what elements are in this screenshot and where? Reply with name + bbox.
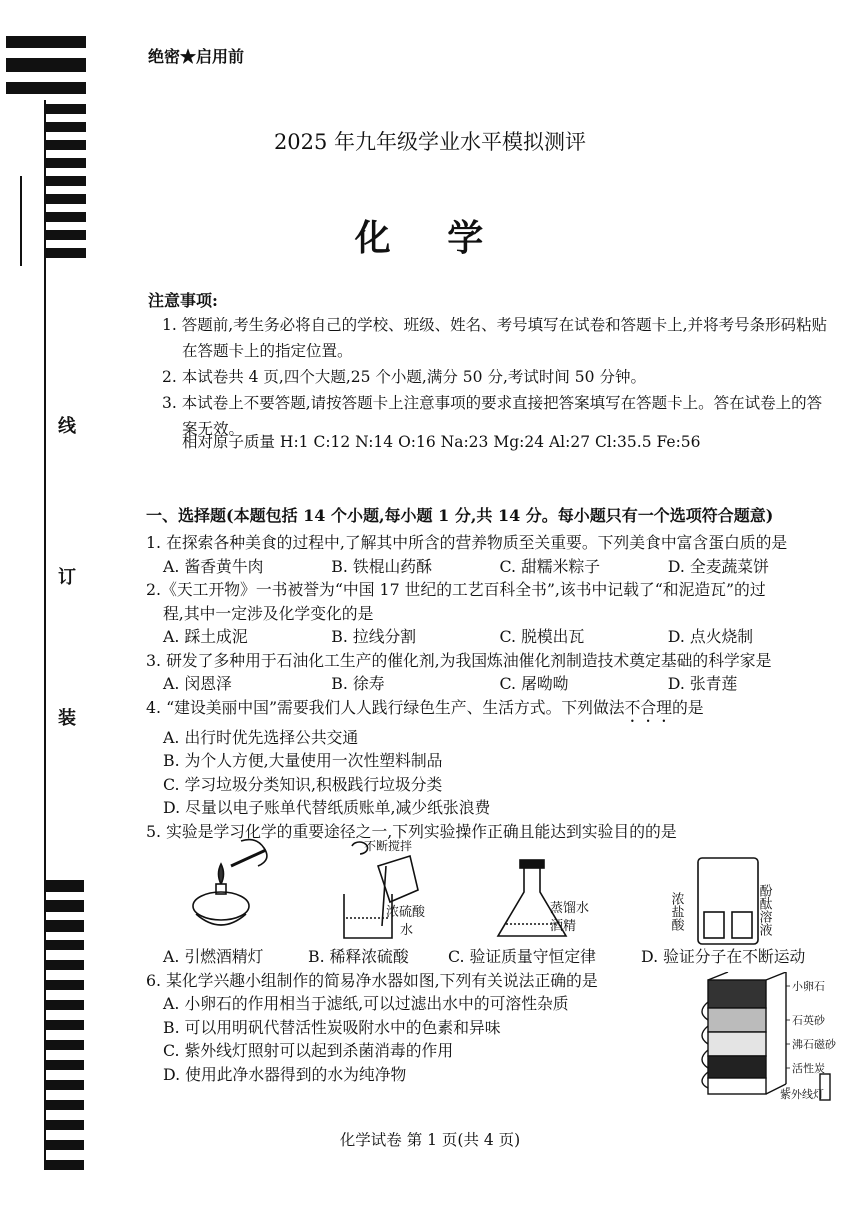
- water-filter-figure: [688, 972, 838, 1112]
- fig-label: 不断搅拌: [364, 839, 413, 853]
- fig-label: 酒精: [550, 919, 577, 934]
- side-label-zhuang: 装: [58, 708, 76, 729]
- option: C. 屠呦呦: [499, 674, 569, 693]
- option: C. 脱模出瓦: [499, 627, 585, 646]
- q1-stem: 1. 在探索各种美食的过程中,了解其中所含的营养物质至关重要。下列美食中富含蛋白质的是: [146, 533, 788, 552]
- q3-options: [146, 672, 836, 696]
- side-label-ding: 订: [58, 567, 76, 588]
- q4-stem: 4. “建设美丽中国”需要我们人人践行绿色生产、生活方式。下列做法不合理的是: [146, 697, 704, 717]
- option: B. 徐寿: [331, 674, 385, 693]
- fig-label: 水: [400, 923, 414, 938]
- exam-subject: 化 学: [354, 217, 506, 259]
- notice-heading: 注意事项:: [148, 291, 218, 310]
- secret-mark: 绝密★启用前: [148, 47, 245, 66]
- q2-stem: 2.《天工开物》一书被誉为“中国 17 世纪的工艺百科全书”,该书中记载了“和泥造瓦”的过: [146, 580, 766, 599]
- option: B. 为个人方便,大量使用一次性塑料制品: [163, 751, 443, 770]
- atomic-mass-line: 相对原子质量 H:1 C:12 N:14 O:16 Na:23 Mg:24 Al:27 Cl:35.5 Fe:56: [182, 433, 701, 451]
- question-block: [146, 531, 836, 843]
- notice-list: [162, 312, 832, 442]
- option: D. 张青莲: [667, 674, 738, 693]
- section-heading: 一、选择题(本题包括 14 个小题,每小题 1 分,共 14 分。每小题只有一个选项符合题意): [146, 506, 774, 525]
- option: D. 尽量以电子账单代替纸质账单,减少纸张浪费: [163, 798, 491, 817]
- option: B. 稀释浓硫酸: [308, 947, 409, 966]
- fig-label: 沸石磁砂: [792, 1038, 836, 1051]
- exam-title: 2025 年九年级学业水平模拟测评: [273, 130, 587, 154]
- side-label-line: 线: [58, 416, 76, 437]
- option: B. 可以用明矾代替活性炭吸附水中的色素和异味: [163, 1017, 501, 1037]
- option: B. 铁棍山药酥: [331, 556, 432, 576]
- page-footer: 化学试卷 第 1 页(共 4 页): [339, 1131, 521, 1149]
- option: D. 验证分子在不断运动: [641, 947, 806, 966]
- alcohol-lamp-figure: [193, 840, 267, 925]
- option: B. 拉线分割: [331, 627, 417, 646]
- option: C. 验证质量守恒定律: [448, 947, 596, 966]
- notice-item: 1. 答题前,考生务必将自己的学校、班级、姓名、考号填写在试卷和答题卡上,并将考号条形码粘贴在答题卡上的指定位置。: [162, 316, 828, 360]
- notice-item: 2. 本试卷共 4 页,四个大题,25 个小题,满分 50 分,考试时间 50 分钟。: [162, 368, 646, 386]
- option: D. 点火烧制: [667, 627, 754, 646]
- option: A. 小卵石的作用相当于滤纸,可以过滤出水中的可溶性杂质: [163, 994, 569, 1013]
- q1-options: [146, 555, 836, 579]
- option: A. 引燃酒精灯: [163, 947, 264, 966]
- notice-item: 3. 本试卷上不要答题,请按答题卡上注意事项的要求直接把答案填写在答题卡上。答在试卷上的答案无效。: [162, 394, 823, 438]
- molecule-figure: [698, 858, 758, 944]
- q5-stem: 5. 实验是学习化学的重要途径之一,下列实验操作正确且能达到实验目的的是: [146, 821, 677, 841]
- option: A. 酱香黄牛肉: [163, 556, 264, 576]
- fig-label: 浓硫酸: [386, 905, 426, 920]
- q5-options: [146, 945, 836, 969]
- emphasis-text: 不合理: [624, 697, 672, 717]
- option: A. 踩土成泥: [163, 627, 248, 646]
- q3-stem: 3. 研发了多种用于石油化工生产的催化剂,为我国炼油催化剂制造技术奠定基础的科学家是: [146, 650, 772, 670]
- option: A. 出行时优先选择公共交通: [163, 727, 359, 747]
- q5-figures: [146, 836, 846, 946]
- option: C. 甜糯米粽子: [499, 556, 601, 576]
- q2-stem-cont: 程,其中一定涉及化学变化的是: [163, 603, 374, 623]
- fig-label: 小卵石: [792, 980, 825, 993]
- option: C. 学习垃圾分类知识,积极践行垃圾分类: [163, 774, 443, 794]
- fig-label: 紫外线灯: [780, 1088, 824, 1101]
- option: C. 紫外线灯照射可以起到杀菌消毒的作用: [163, 1041, 454, 1060]
- option: D. 使用此净水器得到的水为纯净物: [163, 1064, 407, 1084]
- option: D. 全麦蔬菜饼: [667, 556, 769, 576]
- fig-label: 浓盐酸: [668, 892, 684, 931]
- q2-options: [146, 625, 836, 649]
- q6-stem: 6. 某化学兴趣小组制作的简易净水器如图,下列有关说法正确的是: [146, 970, 598, 990]
- binding-margin: [0, 0, 92, 1216]
- fig-label: 蒸馏水: [550, 901, 590, 916]
- fig-label: 酚酞溶液: [756, 884, 772, 936]
- option: A. 闵恩泽: [163, 674, 232, 693]
- fig-label: 活性炭: [792, 1062, 825, 1075]
- fig-label: 石英砂: [792, 1014, 825, 1027]
